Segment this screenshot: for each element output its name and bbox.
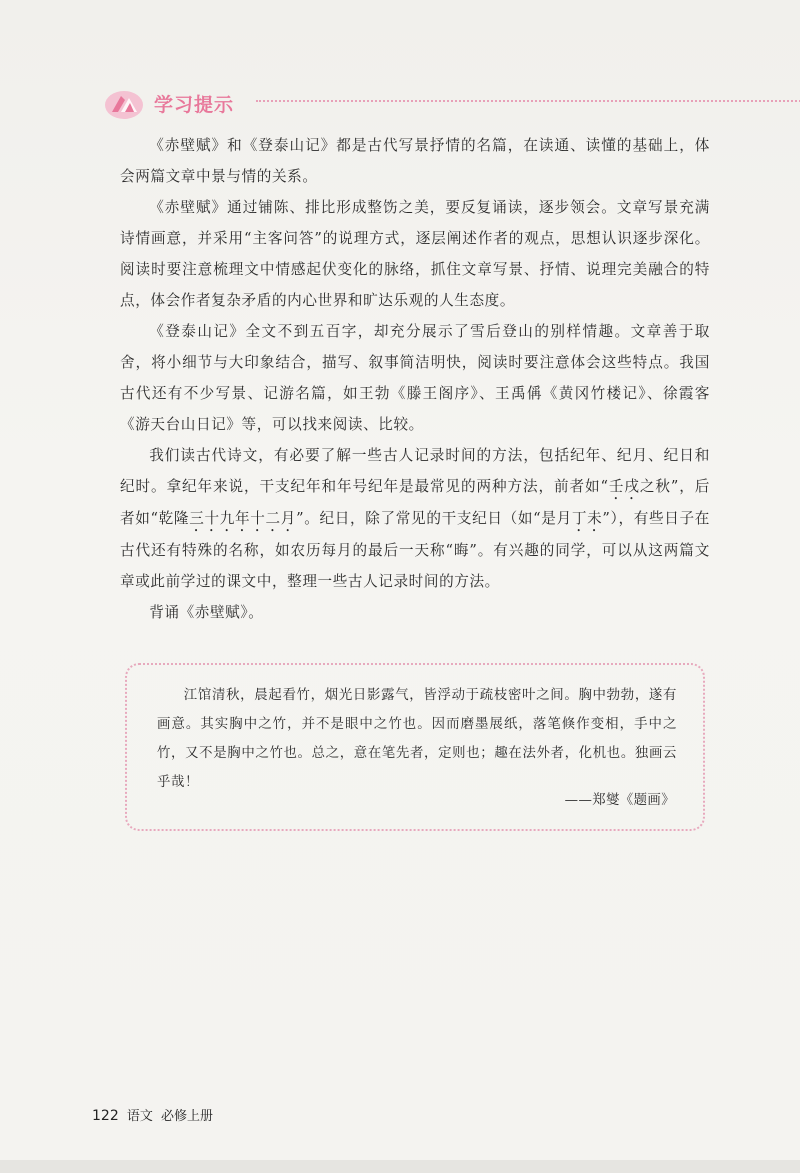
page-footer <box>92 1105 213 1124</box>
section-header <box>104 86 744 122</box>
paragraph: 《赤壁赋》和《登泰山记》都是古代写景抒情的名篇，在读通、读懂的基础上，体会两篇文章中景与情的关系。 <box>120 137 710 185</box>
header-divider <box>256 100 800 102</box>
text-run: 我们读古代诗文，有必要了解一些古人记录时间的方法，包括纪年、纪月、纪日和纪时。拿纪年来说，干支纪年和年号纪年是最常见的两种方法，前者如“ <box>120 447 710 495</box>
text-run: ”），有些日子在古代还有特殊的名称，如农历每月的最后一天称“晦”。有兴趣的同学，可以从这两篇文章或此前学过的课文中，整理一些古人记录时间的方法。 <box>120 510 710 590</box>
quote-text <box>157 681 677 797</box>
study-tips-body <box>120 130 710 628</box>
study-tip-icon <box>104 86 144 120</box>
page-bottom-edge <box>0 1160 800 1173</box>
emphasized-text: 丁未 <box>571 510 603 527</box>
subject-label: 语文 <box>126 1109 153 1124</box>
paragraph: 《登泰山记》全文不到五百字，却充分展示了雪后登山的别样情趣。文章善于取舍，将小细节与大印象结合，描写、叙事简洁明快，阅读时要注意体会这些特点。我国古代还有不少写景、记游名篇，如王勃《滕王阁序》、王禹偁《黄冈竹楼记》、徐霞客《游天台山日记》等，可以找来阅读、比较。 <box>120 323 710 433</box>
emphasized-text: 壬戌 <box>608 478 640 495</box>
quote-paragraph: 江馆清秋，晨起看竹，烟光日影露气，皆浮动于疏枝密叶之间。胸中勃勃，遂有画意。其实胸中之竹，并不是眼中之竹也。因而磨墨展纸，落笔倏作变相，手中之竹，又不是胸中之竹也。总之，意在笔先者，定则也；趣在法外者，化机也。独画云乎哉！ <box>157 688 677 790</box>
time-paragraph <box>120 440 710 597</box>
page-number: 122 <box>92 1108 119 1124</box>
recite-instruction: 背诵《赤壁赋》。 <box>149 604 264 621</box>
emphasized-text: 三十九年十二月 <box>189 510 297 527</box>
paragraph: 《赤壁赋》通过铺陈、排比形成整饬之美，要反复诵读，逐步领会。文章写景充满诗情画意，并采用“主客问答”的说理方式，逐层阐述作者的观点，思想认识逐步深化。阅读时要注意梳理文中情感起伏变化的脉络，抓住文章写景、抒情、说理完美融合的特点，体会作者复杂矛盾的内心世界和旷达乐观的人生态度。 <box>120 199 710 309</box>
quote-source: ——郑燮《题画》 <box>564 793 675 808</box>
text-run: ”。纪日，除了常见的干支纪日（如“是月 <box>296 510 572 527</box>
text-run: 之秋”，后者如“乾隆 <box>120 478 710 527</box>
section-title: 学习提示 <box>154 94 235 116</box>
quote-box <box>125 663 705 831</box>
book-label: 必修上册 <box>161 1109 214 1124</box>
